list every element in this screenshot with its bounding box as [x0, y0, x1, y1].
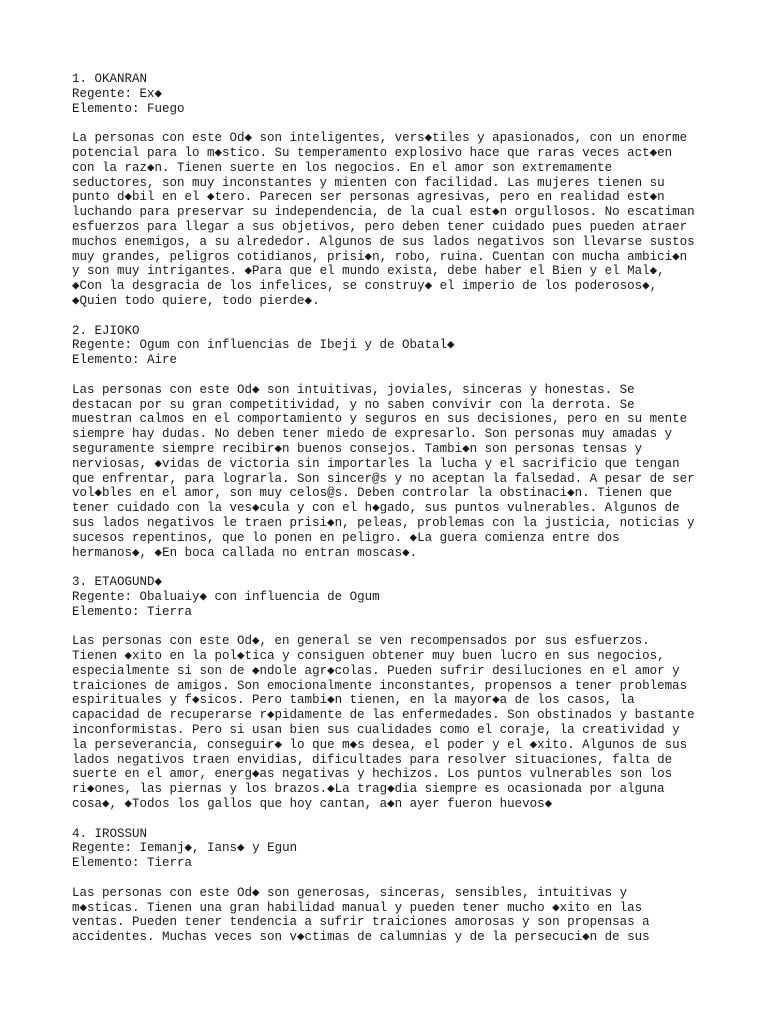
paragraph-line: m◆sticas. Tienen una gran habilidad manual y pueden tener mucho ◆xito en las — [72, 900, 643, 915]
section-element: Elemento: Tierra — [72, 604, 193, 619]
paragraph-line: ri◆ones, las piernas y los brazos.◆La trag◆dia siempre es ocasionada por alguna — [72, 782, 665, 797]
paragraph-line: accidentes. Muchas veces son v◆ctimas de calumnias y de la persecuci◆n de sus — [72, 930, 650, 945]
paragraph-line: tener cuidado con la ves◆cula y con el h◆gado, sus puntos vulnerables. Algunos de — [72, 501, 680, 516]
document-page — [72, 72, 712, 960]
paragraph-line: siempre hay dudas. No deben tener miedo de expresarlo. Son personas muy amadas y — [72, 427, 673, 442]
paragraph-line: muchos enemigos, a su alrededor. Algunos de sus lados negativos son llevarse sustos — [72, 234, 695, 249]
paragraph-line: vol◆bles en el amor, son muy celos@s. Deben controlar la obstinaci◆n. Tienen que — [72, 486, 673, 501]
section-regent: Regente: Ex◆ — [72, 86, 163, 101]
paragraph-line: traiciones de amigos. Son emocionalmente inconstantes, propensos a tener problemas — [72, 678, 688, 693]
paragraph-line: la perseverancia, conseguir◆ lo que m◆s desea, el poder y el ◆xito. Algunos de sus — [72, 737, 688, 752]
section — [72, 324, 712, 561]
paragraph-line: ◆Con la desgracia de los infelices, se construy◆ el imperio de los poderosos◆, — [72, 279, 658, 294]
paragraph-line: Las personas con este Od◆, en general se ven recompensados por sus esfuerzos. — [72, 634, 650, 649]
paragraph-line: suerte en el amor, energ◆as negativas y hechizos. Los puntos vulnerables son los — [72, 767, 673, 782]
paragraph-line: con la raz◆n. Tienen suerte en los negocios. En el amor son extremamente — [72, 160, 613, 175]
section-title: 4. IROSSUN — [72, 826, 148, 841]
section-element: Elemento: Tierra — [72, 856, 193, 871]
paragraph-line: muestran calmos en el comportamiento y seguros en sus decisiones, pero en su mente — [72, 412, 688, 427]
section — [72, 575, 712, 812]
paragraph-line: nerviosas, ◆vidas de victoria sin importarles la lucha y el sacrificio que tengan — [72, 456, 680, 471]
section-element: Elemento: Fuego — [72, 101, 185, 116]
paragraph-line: sucesos repentinos, que lo ponen en peligro. ◆La guera comienza entre dos — [72, 530, 620, 545]
section-title: 3. ETAOGUND◆ — [72, 575, 163, 590]
paragraph-line: potencial para lo m◆stico. Su temperamento explosivo hace que raras veces act◆en — [72, 145, 673, 160]
paragraph-line: Las personas con este Od◆ son generosas, sinceras, sensibles, intuitivas y — [72, 885, 628, 900]
paragraph-line: seductores, son muy inconstantes y mienten con facilidad. Las mujeres tienen su — [72, 175, 665, 190]
paragraph-line: lados negativos traen envidias, dificultades para resolver situaciones, falta de — [72, 752, 673, 767]
paragraph-line: especialmente si son de ◆ndole agr◆colas. Pueden sufrir desiluciones en el amor y — [72, 663, 680, 678]
section-regent: Regente: Iemanj◆, Ians◆ y Egun — [72, 841, 298, 856]
paragraph-line: punto d◆bil en el ◆tero. Parecen ser personas agresivas, pero en realidad est◆n — [72, 190, 665, 205]
section-paragraph — [72, 131, 712, 309]
section-regent: Regente: Ogum con influencias de Ibeji y de Obatal◆ — [72, 338, 455, 353]
section-paragraph — [72, 634, 712, 812]
section — [72, 72, 712, 309]
paragraph-line: seguramente siempre recibir◆n buenos consejos. Tambi◆n son personas tensas y — [72, 441, 643, 456]
paragraph-line: espirituales y f◆sicos. Pero tambi◆n tienen, en la mayor◆a de los casos, la — [72, 693, 635, 708]
paragraph-line: Tienen ◆xito en la pol◆tica y consiguen obtener muy buen lucro en sus negocios, — [72, 649, 665, 664]
paragraph-line: ventas. Pueden tener tendencia a sufrir traiciones amorosas y son propensas a — [72, 915, 650, 930]
paragraph-line: y son muy intrigantes. ◆Para que el mundo exista, debe haber el Bien y el Mal◆, — [72, 264, 665, 279]
section-title: 1. OKANRAN — [72, 72, 148, 86]
section-paragraph — [72, 383, 712, 561]
section-title: 2. EJIOKO — [72, 323, 140, 338]
paragraph-line: ◆Quien todo quiere, todo pierde◆. — [72, 293, 320, 308]
paragraph-line: cosa◆, ◆Todos los gallos que hoy cantan, a◆n ayer fueron huevos◆ — [72, 797, 553, 812]
paragraph-line: luchando para preservar su independencia, de la cual est◆n orgullosos. No escatiman — [72, 205, 695, 220]
paragraph-line: hermanos◆, ◆En boca callada no entran moscas◆. — [72, 545, 418, 560]
paragraph-line: inconformistas. Pero si usan bien sus cualidades como el coraje, la creatividad y — [72, 723, 680, 738]
section-element: Elemento: Aire — [72, 353, 178, 368]
paragraph-line: capacidad de recuperarse r◆pidamente de las enfermedades. Son obstinados y bastante — [72, 708, 695, 723]
section — [72, 827, 712, 945]
section-paragraph — [72, 886, 712, 945]
paragraph-line: La personas con este Od◆ son inteligentes, vers◆tiles y apasionados, con un enorme — [72, 131, 688, 146]
paragraph-line: destacan por su gran competitividad, y no saben convivir con la derrota. Se — [72, 397, 635, 412]
paragraph-line: sus lados negativos le traen prisi◆n, peleas, problemas con la justicia, noticias y — [72, 515, 695, 530]
paragraph-line: que enfrentar, para lograrla. Son sincer@s y no aceptan la falsedad. A pesar de ser — [72, 471, 695, 486]
paragraph-line: muy grandes, peligros cotidianos, prisi◆n, robo, ruina. Cuentan con mucha ambici◆n — [72, 249, 688, 264]
paragraph-line: esfuerzos para llegar a sus objetivos, pero deben tener cuidado pues pueden atraer — [72, 219, 688, 234]
paragraph-line: Las personas con este Od◆ son intuitivas, joviales, sinceras y honestas. Se — [72, 382, 635, 397]
section-regent: Regente: Obaluaiy◆ con influencia de Ogum — [72, 589, 380, 604]
